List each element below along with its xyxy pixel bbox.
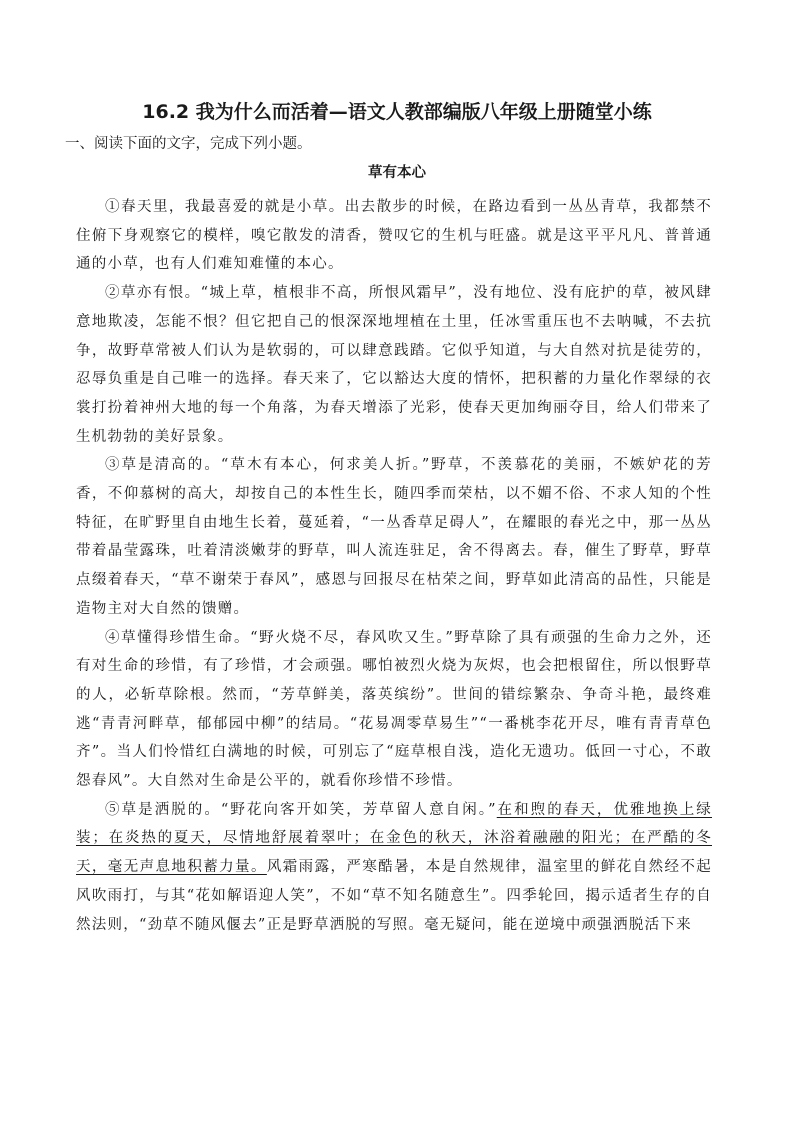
paragraph-5-rest: 风霜雨露，严寒酷暑，本是自然规律，温室里的鲜花自然经不起风吹雨打，与其“花如解语迎人笑”，不如“草不知名随意生”。四季轮回，揭示适者生存的自然法则，“劲草不随风偃去”正是野草洒脱的写照。毫无疑问，能在逆境中顽强洒脱活下来 [76,859,713,933]
paragraph-5-lead: ⑤草是洒脱的。“野花向客开如笑，芳草留人意自闲。” [105,801,497,818]
paragraph-2: ②草亦有恨。“城上草，植根非不高，所恨风霜早”，没有地位、没有庇护的草，被风肆意地欺凌，怎能不恨？但它把自己的恨深深地埋植在土里，任冰雪重压也不去呐喊，不去抗争，故野草常被人们认为是软弱的，可以肆意践踏。它似乎知道，与大自然对抗是徒劳的，忍辱负重是自己唯一的选择。春天来了，它以豁达大度的情怀，把积蓄的力量化作翠绿的衣裳打扮着神州大地的每一个角落，为春天增添了光彩，使春天更加绚丽夺目，给人们带来了生机勃勃的美好景象。 [76,285,712,445]
underlined-sentence: 在和煦的春天，优雅地换上绿装；在炎热的夏天，尽情地舒展着翠叶；在金色的秋天，沐浴着融融的阳光；在严酷的冬天，毫无声息地积蓄力量。 [76,801,712,876]
article-title: 草有本心 [368,165,426,181]
paragraph-3: ③草是清高的。“草木有本心，何求美人折。”野草，不羡慕花的美丽，不嫉妒花的芳香，不仰慕树的高大，却按自己的本性生长，随四季而荣枯，以不媚不俗、不求人知的个性特征，在旷野里自由地生长着，蔓延着，“一丛香草足碍人”，在耀眼的春光之中，那一丛丛带着晶莹露珠，吐着清淡嫩芽的野草，叫人流连驻足，舍不得离去。春，催生了野草，野草点缀着春天，“草不谢荣于春风”，感恩与回报尽在枯荣之间，野草如此清高的品性，只能是造物主对大自然的馈赠。 [76,457,712,617]
article-body [76,193,712,939]
paragraph-5 [76,796,712,940]
paragraph-1: ①春天里，我最喜爱的就是小草。出去散步的时候，在路边看到一丛丛青草，我都禁不住俯下身观察它的模样，嗅它散发的清香，赞叹它的生机与旺盛。就是这平平凡凡、普普通通的小草，也有人们难知难懂的本心。 [76,199,712,273]
section-instruction: 一、阅读下面的文字，完成下列小题。 [65,136,312,152]
paragraph-4: ④草懂得珍惜生命。“野火烧不尽，春风吹又生。”野草除了具有顽强的生命力之外，还有对生命的珍惜，有了珍惜，才会顽强。哪怕被烈火烧为灰烬，也会把根留住，所以恨野草的人，必斩草除根。然而，“芳草鲜美，落英缤纷”。世间的错综繁杂、争奇斗艳，最终难逃“青青河畔草，郁郁园中柳”的结局。“花易凋零草易生”“一番桃李花开尽，唯有青青草色齐”。当人们怜惜红白满地的时候，可别忘了“庭草根自浅，造化无遗功。低回一寸心，不敢怨春风”。大自然对生命是公平的，就看你珍惜不珍惜。 [76,629,712,790]
document-title: 16.2 我为什么而活着—语文人教部编版八年级上册随堂小练 [142,101,652,123]
